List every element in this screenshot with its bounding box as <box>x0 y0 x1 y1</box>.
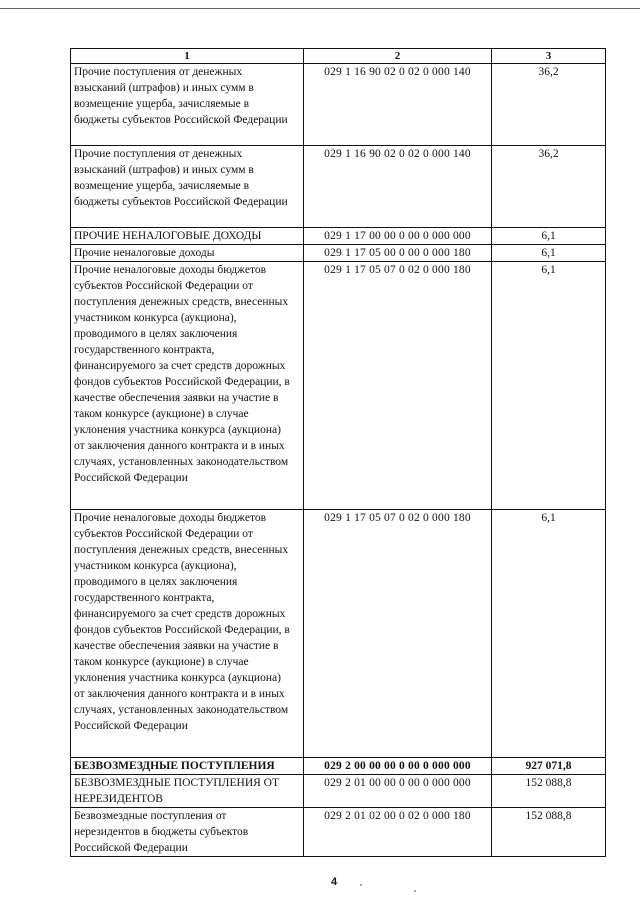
row-description: Прочие неналоговые доходы <box>71 245 304 262</box>
row-amount: 36,2 <box>492 146 606 228</box>
row-code: 029 1 17 05 07 0 02 0 000 180 <box>304 262 492 510</box>
row-description: БЕЗВОЗМЕЗДНЫЕ ПОСТУПЛЕНИЯ ОТ НЕРЕЗИДЕНТОВ <box>71 775 304 808</box>
table-row <box>71 775 606 808</box>
row-code: 029 1 17 05 07 0 02 0 000 180 <box>304 510 492 758</box>
header-col-3: 3 <box>492 49 606 64</box>
table-row <box>71 808 606 857</box>
scan-speck <box>414 890 416 892</box>
row-amount: 6,1 <box>492 228 606 245</box>
row-description: Прочие поступления от денежных взысканий (штрафов) и иных сумм в возмещение ущерба, зачисляемые в бюджеты субъектов Российской Федерации <box>71 146 304 228</box>
header-col-1: 1 <box>71 49 304 64</box>
row-code: 029 2 00 00 00 0 00 0 000 000 <box>304 758 492 775</box>
row-amount: 6,1 <box>492 262 606 510</box>
row-code: 029 1 16 90 02 0 02 0 000 140 <box>304 146 492 228</box>
top-rule <box>0 8 640 9</box>
row-amount: 927 071,8 <box>492 758 606 775</box>
row-amount: 36,2 <box>492 64 606 146</box>
row-description: Прочие неналоговые доходы бюджетов субъектов Российской Федерации от поступления денежных средств, внесенных участником конкурса (аукциона), проводимого в целях заключения государственного контракта, финансируемого за счет средств дорожных фондов субъектов Российской Федерации, в качестве обеспечения заявки на участие в таком конкурсе (аукционе) в случае уклонения участника конкурса (аукциона) от заключения данного контракта и в иных случаях, установленных законодательством Российской Федерации <box>71 262 304 510</box>
table-row <box>71 758 606 775</box>
table-row <box>71 262 606 510</box>
row-description: Безвозмездные поступления от нерезидентов в бюджеты субъектов Российской Федерации <box>71 808 304 857</box>
row-code: 029 2 01 02 00 0 02 0 000 180 <box>304 808 492 857</box>
row-description: Прочие поступления от денежных взысканий (штрафов) и иных сумм в возмещение ущерба, зачисляемые в бюджеты субъектов Российской Федерации <box>71 64 304 146</box>
page-number: 4 <box>331 876 338 888</box>
table-row <box>71 228 606 245</box>
row-amount: 152 088,8 <box>492 808 606 857</box>
scan-speck <box>360 884 362 886</box>
row-description: ПРОЧИЕ НЕНАЛОГОВЫЕ ДОХОДЫ <box>71 228 304 245</box>
row-code: 029 1 17 00 00 0 00 0 000 000 <box>304 228 492 245</box>
row-amount: 152 088,8 <box>492 775 606 808</box>
table-row <box>71 64 606 146</box>
revenue-table <box>70 48 606 857</box>
row-code: 029 1 17 05 00 0 00 0 000 180 <box>304 245 492 262</box>
table-row <box>71 146 606 228</box>
table-row <box>71 245 606 262</box>
header-col-2: 2 <box>304 49 492 64</box>
row-code: 029 2 01 00 00 0 00 0 000 000 <box>304 775 492 808</box>
table-row <box>71 510 606 758</box>
table-header-row <box>71 49 606 64</box>
row-code: 029 1 16 90 02 0 02 0 000 140 <box>304 64 492 146</box>
row-description: БЕЗВОЗМЕЗДНЫЕ ПОСТУПЛЕНИЯ <box>71 758 304 775</box>
row-description: Прочие неналоговые доходы бюджетов субъектов Российской Федерации от поступления денежных средств, внесенных участником конкурса (аукциона), проводимого в целях заключения государственного контракта, финансируемого за счет средств дорожных фондов субъектов Российской Федерации, в качестве обеспечения заявки на участие в таком конкурсе (аукционе) в случае уклонения участника конкурса (аукциона) от заключения данного контракта и в иных случаях, установленных законодательством Российской Федерации <box>71 510 304 758</box>
row-amount: 6,1 <box>492 245 606 262</box>
row-amount: 6,1 <box>492 510 606 758</box>
